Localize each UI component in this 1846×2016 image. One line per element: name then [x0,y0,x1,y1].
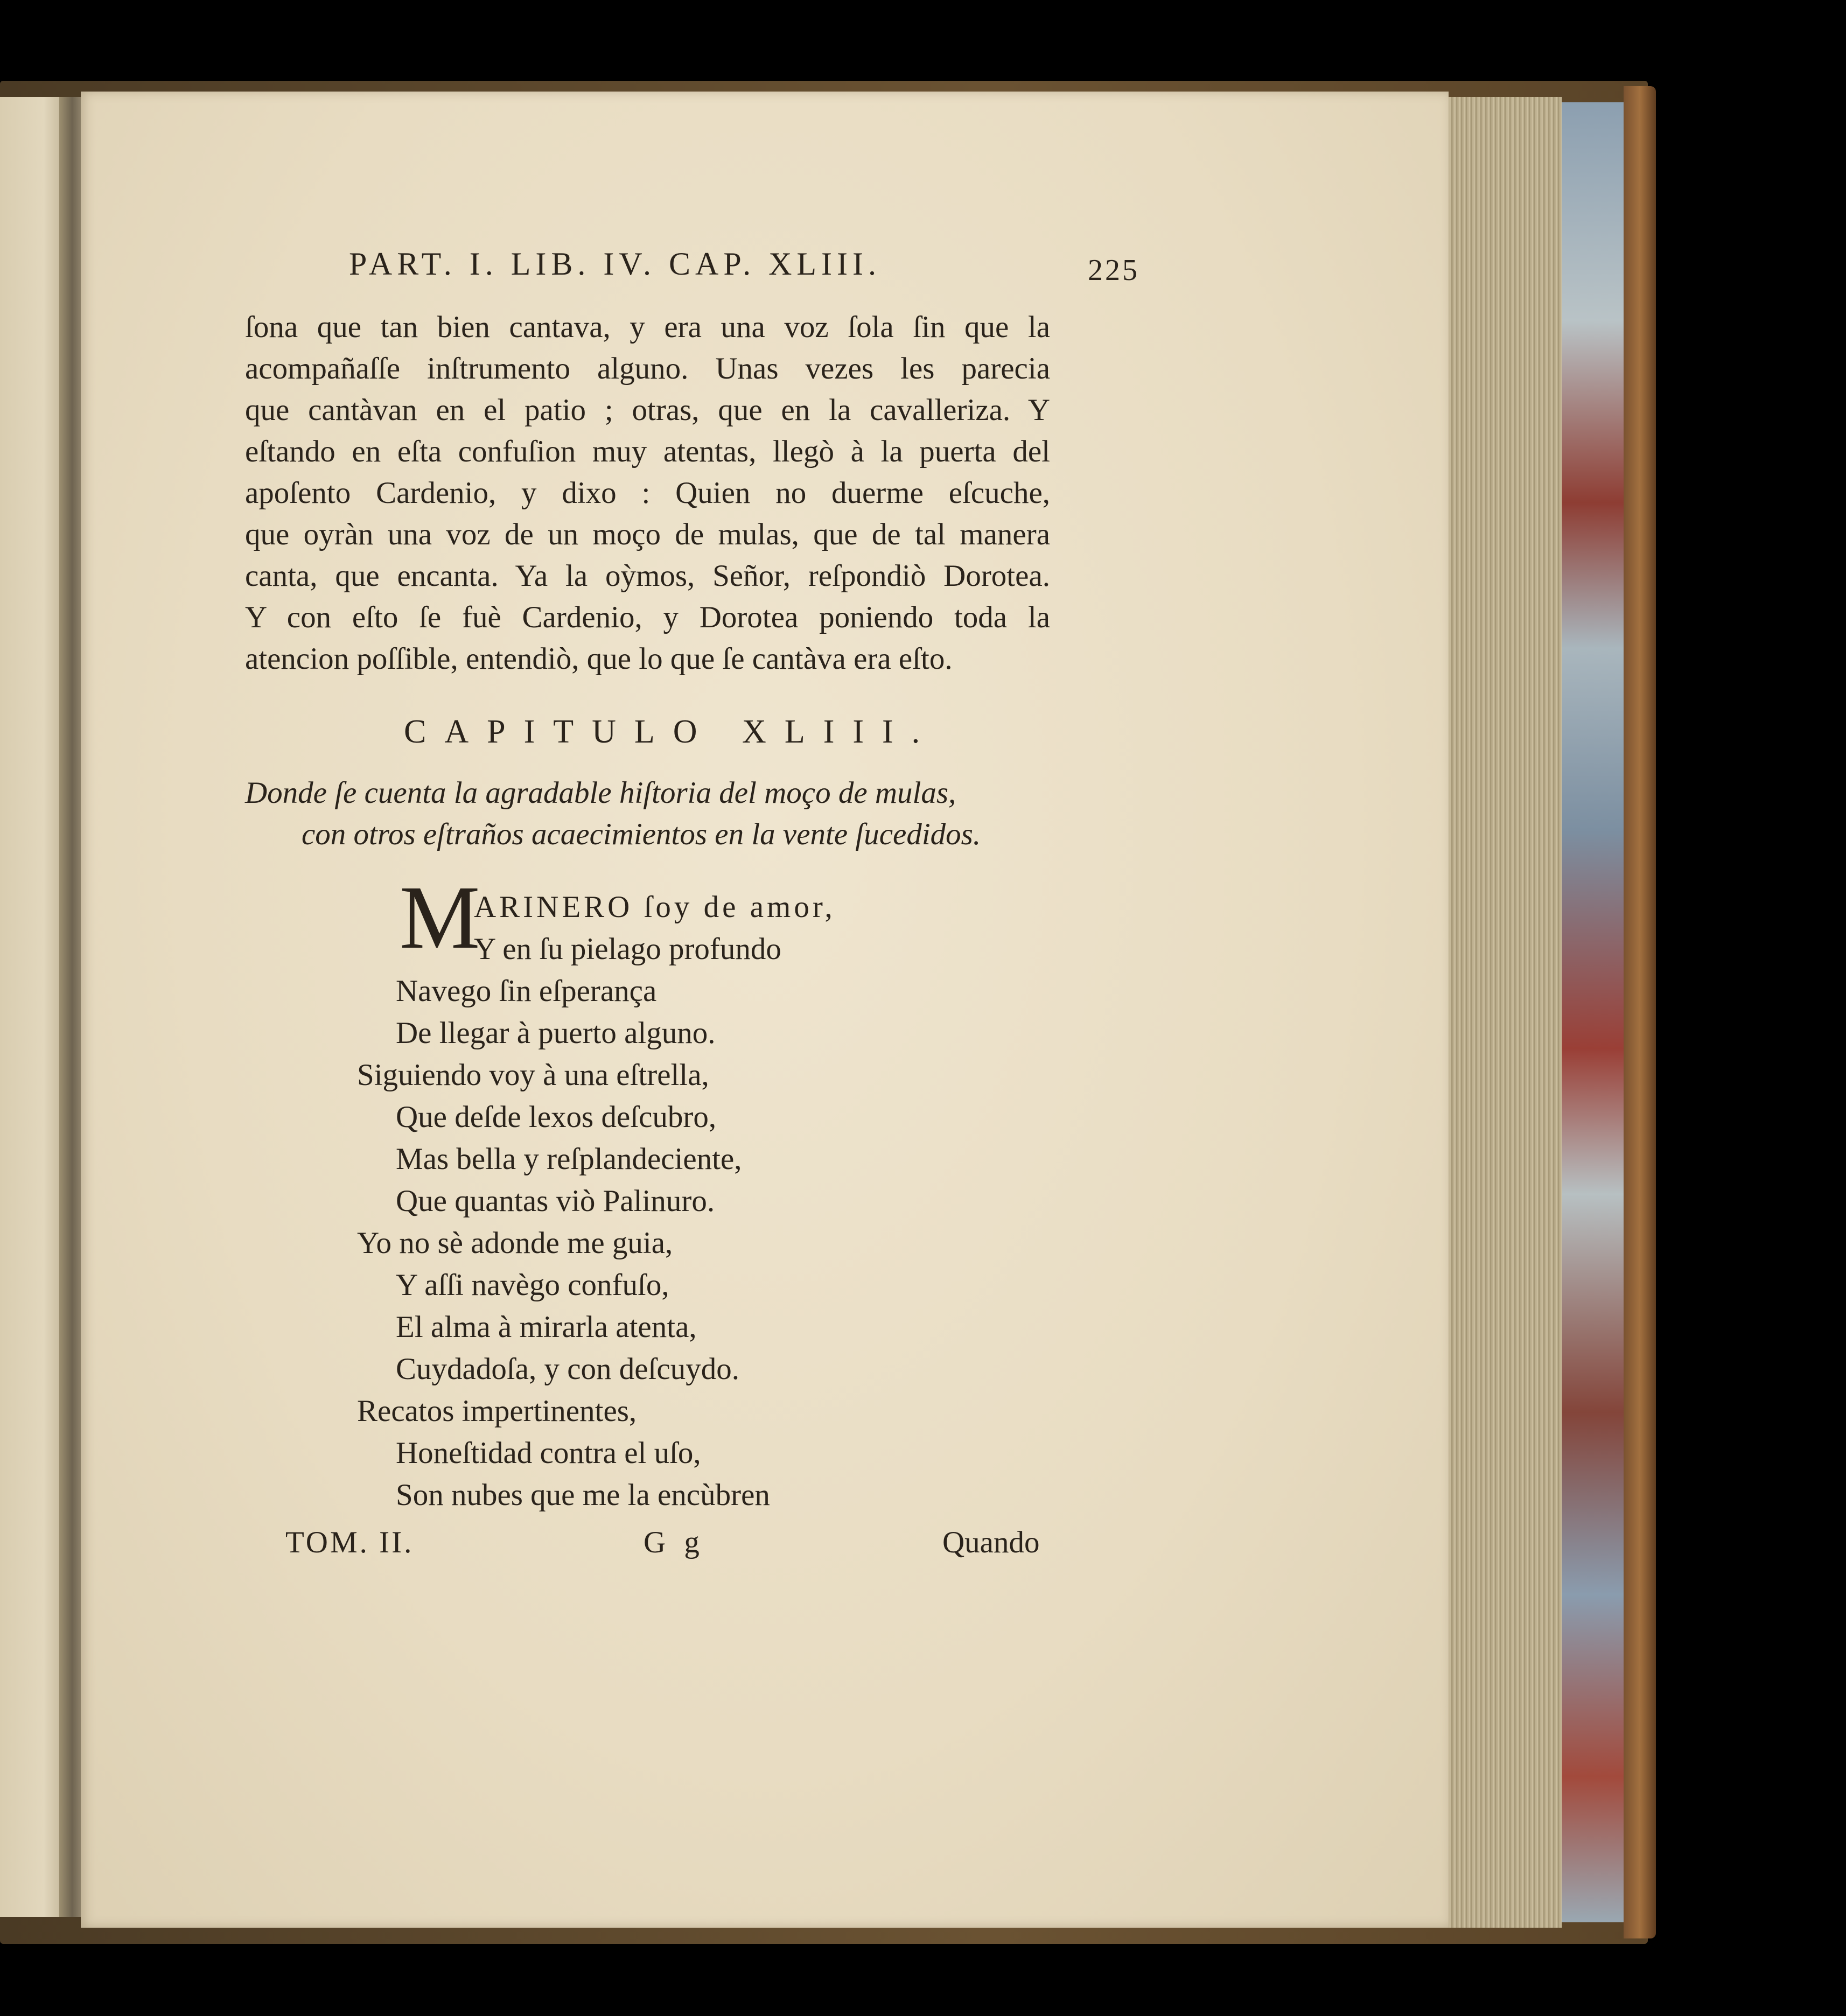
drop-cap: M [400,867,480,968]
verse-line: ARINERO ſoy de amor, [474,890,836,924]
verse-line: Que quantas viò Palinuro. [396,1184,715,1218]
page-fore-edge [1449,97,1562,1928]
body-line: eſtando en eſta confuſion muy atentas, llegò à la puerta del [245,435,1050,468]
verse-line: Mas bella y reſplandeciente, [396,1142,742,1176]
body-line: que cantàvan en el patio ; otras, que en la cavalleriza. Y [245,393,1050,427]
verse-line: Yo no sè adonde me guia, [357,1226,673,1260]
chapter-heading: CAPITULO XLIII. [404,713,939,750]
verse-line: Cuydadoſa, y con deſcuydo. [396,1352,739,1386]
verse-line: Y aſſi navègo confuſo, [396,1268,669,1302]
body-line: Y con eſto ſe fuè Cardenio, y Dorotea poniendo toda la [245,600,1050,634]
catchword: Quando [942,1525,1040,1559]
volume-number: TOM. II. [285,1525,414,1559]
body-line: canta, que encanta. Ya la oỳmos, Señor, reſpondiò Dorotea. [245,559,1050,593]
verse-line: Recatos impertinentes, [357,1394,637,1428]
body-line: acompañaſſe inſtrumento alguno. Unas vezes les parecia [245,352,1050,386]
verse-line: Que deſde lexos deſcubro, [396,1100,717,1134]
verse-line: Navego ſin eſperança [396,974,657,1008]
verse-line: El alma à mirarla atenta, [396,1310,697,1344]
body-line: apoſento Cardenio, y dixo : Quien no duerme eſcuche, [245,476,1050,510]
page-number: 225 [1088,254,1139,287]
verse-line: Son nubes que me la encùbren [396,1478,770,1512]
running-head: PART. I. LIB. IV. CAP. XLIII. [349,246,882,282]
body-line: que oyràn una voz de un moço de mulas, que de tal manera [245,517,1050,551]
verse-line: De llegar à puerto alguno. [396,1016,716,1050]
body-line: ſona que tan bien cantava, y era una voz ſola ſin que la [245,310,1050,344]
verse-line: Siguiendo voy à una eſtrella, [357,1058,709,1092]
verse-line: Honeſtidad contra el uſo, [396,1436,701,1470]
body-line: atencion poſſible, entendiò, que lo que ſe cantàva era eſto. [245,642,953,676]
marbled-edge [1562,102,1624,1922]
signature-mark: G g [644,1525,705,1559]
leather-cover-edge [1624,86,1656,1938]
verse-line: Y en ſu pielago profundo [474,932,781,966]
chapter-subtitle-line-1: Donde ſe cuenta la agradable hiſtoria del moço de mulas, [245,776,956,810]
chapter-subtitle-line-2: con otros eſtraños acaecimientos en la vente ſucedidos. [302,817,981,851]
